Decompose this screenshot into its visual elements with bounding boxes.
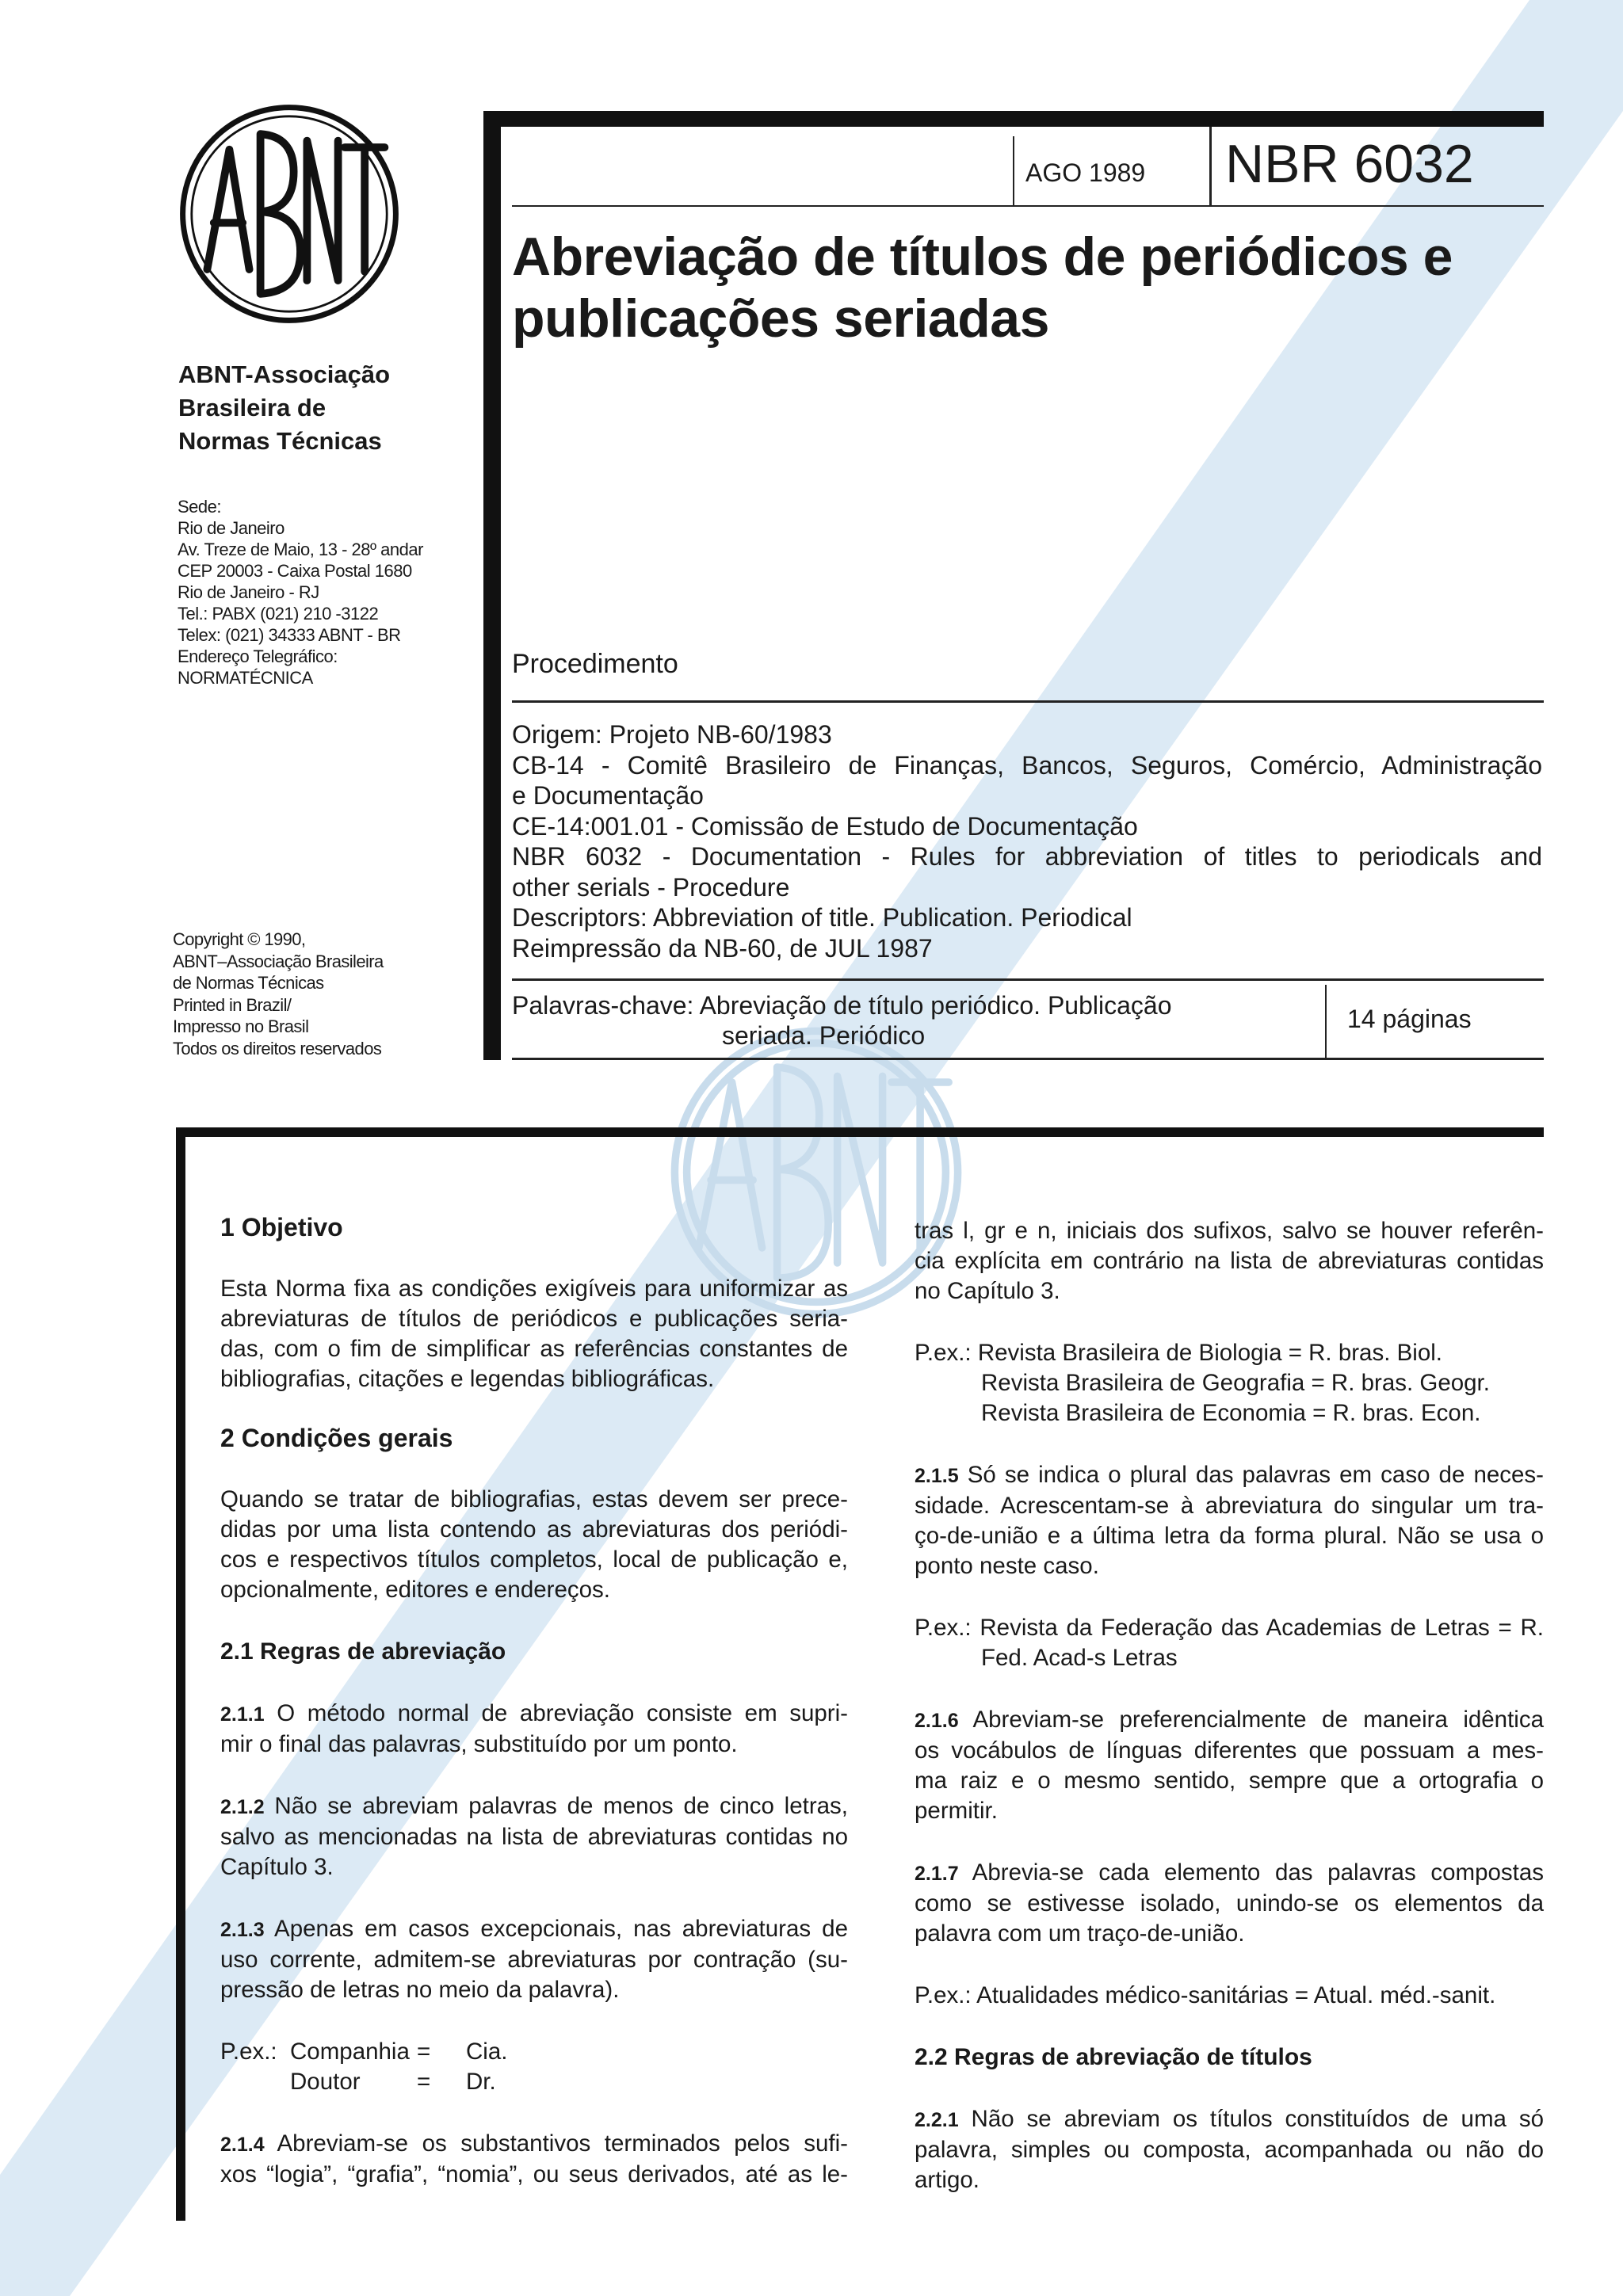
origin-line: CB-14 - Comitê Brasileiro de Finanças, Bancos, Seguros, Comércio, Administração [512, 750, 1542, 780]
example-line: P.ex.: Atualidades médico-sanitárias = Atual. méd.-sanit. [915, 1982, 1496, 2008]
title-line: publicações seriadas [512, 288, 1049, 349]
text-line [220, 2129, 848, 2160]
text-line [915, 1858, 1544, 1889]
text-line: no Capítulo 3. [915, 1278, 1060, 1304]
paragraph [220, 2129, 848, 2190]
address-line: Rio de Janeiro - RJ [178, 582, 319, 602]
clause-text: Só se indica o plural das palavras em caso de neces- [967, 1462, 1544, 1488]
clause-number: 2.1.1 [220, 1703, 265, 1726]
org-line: Brasileira de [178, 394, 327, 421]
keywords [512, 990, 1320, 1051]
subsection-heading: 2.1 Regras de abreviação [220, 1638, 506, 1665]
text-line: P.ex.: Revista da Federação das Academias de Letras = R. [915, 1615, 1544, 1641]
document-type: Procedimento [512, 649, 678, 679]
copyright-notice [173, 929, 458, 1059]
divider [512, 205, 1544, 207]
text-line: bibliografias, citações e legendas bibliográficas. [220, 1366, 715, 1392]
headquarters-address [178, 496, 471, 688]
address-line: Telex: (021) 34333 ABNT - BR [178, 625, 401, 645]
header-top-bar [483, 111, 1544, 127]
example-word: Doutor [290, 2069, 361, 2095]
copyright-line: Todos os direitos reservados [173, 1038, 382, 1058]
text-line: uso corrente, admitem-se abreviaturas por contração (su- [220, 1947, 848, 1973]
clause-number: 2.1.7 [915, 1863, 959, 1885]
text-line: cia explícita em contrário na lista de abreviaturas contidas [915, 1248, 1544, 1274]
header-left-bar [483, 119, 501, 1060]
origin-line: NBR 6032 - Documentation - Rules for abbreviation of titles to periodicals and [512, 842, 1542, 871]
keywords-line: Palavras-chave: Abreviação de título periódico. Publicação [512, 991, 1172, 1020]
paragraph [915, 1460, 1544, 1581]
text-line: das, com o fim de simplificar as referências constantes de [220, 1336, 848, 1362]
divider [512, 978, 1544, 981]
origin-line: Origem: Projeto NB-60/1983 [512, 720, 832, 749]
example-block [915, 1613, 1544, 1673]
clause-number: 2.1.5 [915, 1465, 959, 1487]
abnt-logo [178, 103, 400, 325]
paragraph [915, 1858, 1544, 1949]
address-line: Rio de Janeiro [178, 518, 285, 538]
copyright-line: Printed in Brazil/ [173, 994, 292, 1015]
organization-name [178, 358, 440, 458]
text-line: Quando se tratar de bibliografias, estas devem ser prece- [220, 1486, 848, 1512]
text-line: pressão de letras no meio da palavra). [220, 1977, 620, 2003]
address-line: CEP 20003 - Caixa Postal 1680 [178, 561, 412, 581]
text-line: ço-de-união e a última letra da forma plural. Não se usa o [915, 1523, 1544, 1549]
clause-number: 2.1.6 [915, 1710, 959, 1732]
body-left-bar [176, 1127, 185, 2221]
body-top-bar [176, 1127, 1544, 1137]
clause-text: Não se abreviam os títulos constituídos de uma só [971, 2106, 1544, 2132]
text-line: palavra, simples ou composta, acompanhada ou não do [915, 2137, 1544, 2163]
section-heading: 2 Condições gerais [220, 1424, 453, 1452]
origin-line: other serials - Procedure [512, 872, 790, 902]
standard-number: NBR 6032 [1225, 134, 1474, 194]
clause-text: Abreviam-se os substantivos terminados pelos sufi- [277, 2130, 848, 2157]
divider [512, 1058, 1544, 1060]
address-line: Sede: [178, 497, 221, 517]
clause-text: O método normal de abreviação consiste em supri- [277, 1700, 849, 1726]
paragraph [220, 1485, 848, 1605]
text-line [915, 2104, 1544, 2135]
paragraph [915, 1705, 1544, 1826]
text-line: sidade. Acrescentam-se à abreviatura do singular um tra- [915, 1493, 1544, 1519]
text-line: xos “logia”, “grafia”, “nomia”, ou seus derivados, até as le- [220, 2161, 848, 2187]
origin-line: Descriptors: Abbreviation of title. Publication. Periodical [512, 903, 1132, 932]
text-line: Capítulo 3. [220, 1854, 334, 1880]
example-prefix: P.ex.: [220, 2039, 277, 2065]
page-count: 14 páginas [1347, 1005, 1472, 1033]
example-word: Companhia [290, 2039, 410, 2065]
text-line: permitir. [915, 1798, 998, 1824]
text-line: os vocábulos de línguas diferentes que possuam a mes- [915, 1737, 1544, 1764]
text-line [220, 1699, 848, 1730]
left-column [220, 1212, 848, 2190]
org-line: ABNT-Associação [178, 360, 391, 388]
text-line [220, 1914, 848, 1945]
text-line: ponto neste caso. [915, 1553, 1099, 1579]
paragraph [220, 1914, 848, 2005]
copyright-line: ABNT–Associação Brasileira [173, 951, 384, 971]
text-line [915, 1705, 1544, 1736]
paragraph [220, 1699, 848, 1760]
address-line: Av. Treze de Maio, 13 - 28º andar [178, 540, 423, 559]
divider [1013, 136, 1014, 206]
paragraph [220, 1791, 848, 1882]
text-line: artigo. [915, 2167, 980, 2193]
example-block [220, 2037, 848, 2097]
publication-date: AGO 1989 [1025, 158, 1146, 187]
section-heading: 1 Objetivo [220, 1213, 343, 1241]
text-line: didas por uma lista contendo as abreviaturas dos periódi- [220, 1516, 848, 1543]
divider [1209, 127, 1212, 206]
subsection-heading: 2.2 Regras de abreviação de títulos [915, 2044, 1312, 2070]
text-line [915, 1460, 1544, 1491]
text-line: salvo as mencionadas na lista de abreviaturas contidas no [220, 1824, 848, 1850]
example-block [915, 1338, 1544, 1428]
text-line: mir o final das palavras, substituído por um ponto. [220, 1731, 738, 1757]
text-line: Fed. Acad-s Letras [981, 1645, 1178, 1671]
clause-number: 2.1.2 [220, 1796, 265, 1818]
clause-number: 2.2.1 [915, 2109, 959, 2131]
text-line: Revista Brasileira de Economia = R. bras. Econ. [981, 1400, 1481, 1426]
paragraph [915, 1216, 1544, 1306]
text-line: ma raiz e o mesmo sentido, sempre que a ortografia o [915, 1768, 1544, 1794]
paragraph [915, 2104, 1544, 2195]
divider [1325, 985, 1327, 1060]
paragraph [220, 1274, 848, 1394]
text-line: Esta Norma fixa as condições exigíveis para uniformizar as [220, 1276, 848, 1302]
clause-number: 2.1.3 [220, 1919, 265, 1941]
example-abbr: Dr. [466, 2069, 496, 2095]
text-line: como se estivesse isolado, unindo-se os elementos da [915, 1890, 1544, 1917]
copyright-line: Impresso no Brasil [173, 1016, 309, 1036]
text-line [220, 1791, 848, 1822]
divider [512, 700, 1544, 703]
origin-line: CE-14:001.01 - Comissão de Estudo de Documentação [512, 811, 1138, 841]
address-line: Tel.: PABX (021) 210 -3122 [178, 604, 379, 624]
example-abbr: Cia. [466, 2039, 508, 2065]
right-column [915, 1216, 1544, 2195]
text-line: abreviaturas de títulos de periódicos e publicações seria- [220, 1306, 848, 1332]
text-line: cos e respectivos títulos completos, local de publicação e, [220, 1547, 848, 1573]
text-line: Revista Brasileira de Geografia = R. bras. Geogr. [981, 1370, 1490, 1396]
text-line: tras l, gr e n, iniciais dos sufixos, salvo se houver referên- [915, 1218, 1544, 1244]
example-equals: = [417, 2069, 431, 2095]
origin-line: e Documentação [512, 781, 704, 810]
clause-text: Abreviam-se preferencialmente de maneira idêntica [972, 1707, 1544, 1733]
address-line: NORMATÉCNICA [178, 668, 313, 688]
clause-text: Abrevia-se cada elemento das palavras compostas [972, 1859, 1544, 1886]
example-equals: = [417, 2039, 431, 2065]
document-title [512, 226, 1542, 349]
address-line: Endereço Telegráfico: [178, 646, 338, 666]
keywords-line: seriada. Periódico [722, 1021, 926, 1050]
text-line: opcionalmente, editores e endereços. [220, 1577, 610, 1603]
copyright-line: Copyright © 1990, [173, 929, 306, 949]
text-line: palavra com um traço-de-união. [915, 1920, 1245, 1947]
title-line: Abreviação de títulos de periódicos e [512, 227, 1453, 287]
origin-line: Reimpressão da NB-60, de JUL 1987 [512, 933, 933, 963]
origin-block [512, 719, 1542, 963]
clause-text: Apenas em casos excepcionais, nas abreviaturas de [274, 1916, 848, 1942]
copyright-line: de Normas Técnicas [173, 973, 324, 993]
clause-text: Não se abreviam palavras de menos de cinco letras, [274, 1793, 849, 1819]
text-line: P.ex.: Revista Brasileira de Biologia = R. bras. Biol. [915, 1340, 1442, 1366]
org-line: Normas Técnicas [178, 427, 382, 455]
clause-number: 2.1.4 [220, 2134, 265, 2156]
